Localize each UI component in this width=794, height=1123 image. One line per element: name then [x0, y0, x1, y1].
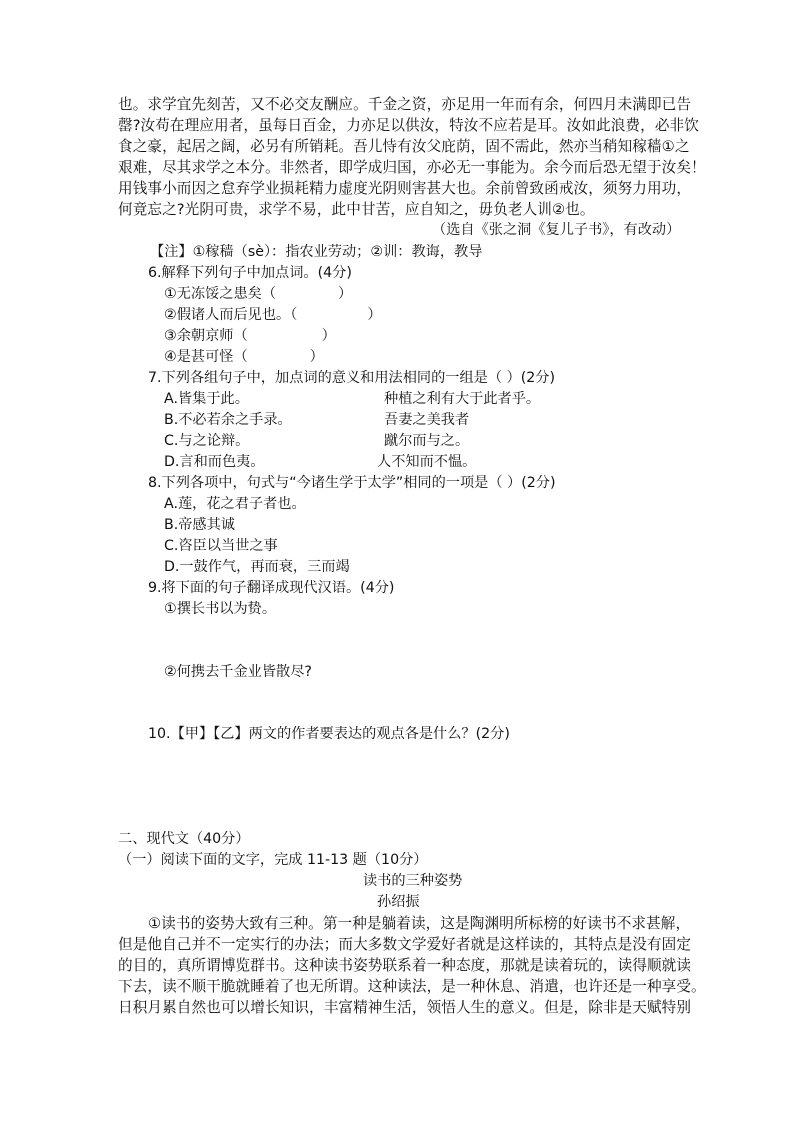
passage-source: （选自《张之洞《复儿子书》，有改动） — [432, 222, 681, 238]
answer-item — [164, 347, 324, 368]
footnote: 【注】①稼穑（sè）：指农业劳动；②训：教诲，教导 — [150, 244, 483, 260]
option-c[interactable]: C.咨臣以当世之事 — [164, 538, 278, 554]
option-b[interactable]: B.帝感其诚 — [164, 517, 235, 533]
passage-line: 用钱事小而因之怠弃学业损耗精力虚度光阴则害甚大也。余前曾致函戒汝，须努力用功， — [118, 180, 692, 197]
article-title: 读书的三种姿势 — [363, 873, 463, 889]
passage-line: 也。求学宜先刻苦，又不必交友酬应。千金之资，亦足用一年而有余，何四月未满即已告 — [118, 96, 692, 113]
option-a-pair: 种植之利有大于此者乎。 — [384, 391, 541, 407]
option-d-pair: 人不知而不愠。 — [377, 454, 477, 470]
answer-item — [164, 305, 382, 326]
passage-line: 何竟忘之?光阴可贵，求学不易，此中甘苦，应自知之，毋负老人训②也。 — [118, 201, 595, 218]
article-line: 下去，读不顺干脆就睡着了也无所谓。这种读法，是一种休息、消遣，也许还是一种享受。 — [118, 978, 706, 995]
question-10-stem: 10.【甲】【乙】两文的作者要表达的观点各是什么？(2分) — [148, 726, 510, 742]
question-stem: 8.下列各项中，句式与“今诸生学于太学”相同的一项是（ ）(2分) — [148, 475, 556, 491]
translation-item: ①撰长书以为贽。 — [164, 601, 277, 617]
option-c-pair: 蹴尔而与之。 — [384, 433, 470, 449]
item-close: ） — [338, 286, 353, 302]
item-close: ） — [367, 307, 382, 323]
section-heading: 二、现代文（40分） — [118, 831, 250, 847]
option-c[interactable]: C.与之论辩。 — [164, 433, 250, 449]
option-d[interactable]: D.一鼓作气，再而衰，三而竭 — [164, 559, 350, 575]
subsection-heading: （一）阅读下面的文字，完成 11-13 题（10分） — [118, 852, 428, 868]
passage-line: 食之豪，起居之阔，必另有所销耗。吾儿恃有汝父庇荫，固不需此，然亦当稍知稼穑①之 — [118, 138, 690, 155]
article-line: 日积月累自然也可以增长知识，丰富精神生活，领悟人生的意义。但是，除非是天赋特别 — [118, 999, 692, 1016]
item-text: ①无冻馁之患矣（ — [164, 286, 277, 302]
passage-line: 罄?汝苟在理应用者，虽每日百金，力亦足以供汝，特汝不应若是耳。汝如此浪费，必非饮 — [118, 117, 699, 134]
option-a[interactable]: A.莲，花之君子者也。 — [164, 496, 306, 512]
option-d[interactable]: D.言和而色夷。 — [164, 454, 265, 470]
article-line: 但是他自己并不一定实行的办法；而大多数文学爱好者就是这样读的，其特点是没有固定 — [118, 936, 692, 953]
translation-item: ②何携去千金业皆散尽? — [164, 664, 312, 680]
option-b-pair: 吾妻之美我者 — [384, 412, 470, 428]
item-text: ③余朝京师（ — [164, 328, 248, 344]
answer-item — [164, 326, 336, 347]
option-a[interactable]: A.皆集于此。 — [164, 391, 249, 407]
article-author: 孙绍振 — [377, 894, 420, 910]
answer-item — [164, 284, 352, 305]
option-b[interactable]: B.不必若余之手录。 — [164, 412, 292, 428]
article-line: ①读书的姿势大致有三种。第一种是躺着读，这是陶渊明所标榜的好读书不求甚解， — [148, 915, 691, 932]
article-line: 的目的，真所谓博览群书。这种读书姿势联系着一种态度，那就是读着玩的，读得顺就读 — [118, 957, 692, 974]
question-stem: 7.下列各组句子中，加点词的意义和用法相同的一组是（ ）(2分) — [148, 370, 556, 386]
item-close: ） — [309, 349, 324, 365]
item-text: ②假诸人而后见也。（ — [164, 307, 298, 323]
question-stem: 9.将下面的句子翻译成现代汉语。(4分) — [148, 580, 395, 596]
item-close: ） — [321, 328, 336, 344]
item-text: ④是甚可怪（ — [164, 349, 248, 365]
passage-line: 艰难，尽其求学之本分。非然者，即学成归国，亦必无一事能为。余今而后恐无望于汝矣！ — [118, 159, 706, 176]
question-stem: 6.解释下列句子中加点词。(4分) — [148, 265, 352, 281]
